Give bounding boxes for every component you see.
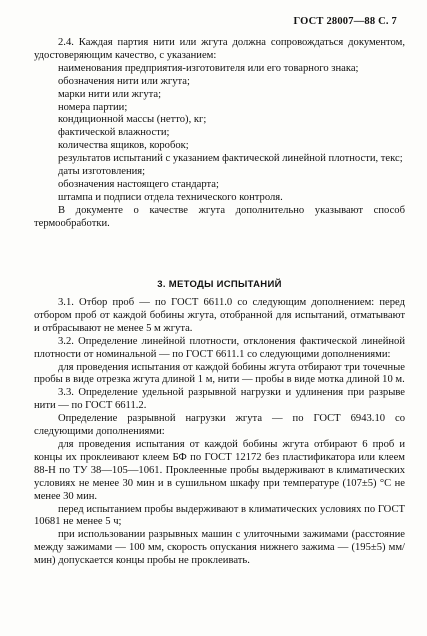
paragraph-breaking-load: Определение разрывной нагрузки жгута — по ГОСТ 6943.10 со следующими дополнениями: (34, 413, 405, 438)
list-item: даты изготовления; (58, 166, 146, 178)
list-item: количества ящиков, коробок; (58, 140, 189, 152)
list-item: результатов испытаний с указанием фактической линейной плотности, текс; (58, 153, 403, 165)
paragraph-document-quality: В документе о качестве жгута дополнительно указывают способ термообработки. (34, 204, 405, 229)
list-item: кондиционной массы (нетто), кг; (58, 114, 207, 126)
section-3 (34, 297, 405, 568)
paragraph-specimens: для проведения испытания от каждой бобины жгута отбирают 6 проб и концы их проклеивают клеем БФ по ГОСТ 12172 без пластификатора или клеем 88-Н по ТУ 38—105—1061. Проклеенные пробы выдерживают в климатических условиях не менее 30 мин и в сушильном шкафу при температуре (107±5) °С не менее 30 мин. (34, 438, 405, 502)
paragraph-clamps: при использовании разрывных машин с улиточными зажимами (расстояние между зажимами — 100 мм, скорость опускания нижнего зажима — (195±5) мм/мин) допускается концы пробы не проклеивать. (34, 529, 405, 567)
paragraph-3-1: 3.1. Отбор проб — по ГОСТ 6611.0 со следующим дополнением: перед отбором проб от каждой бобины жгута, отобранной для испытаний, отматывают и отбрасывают не менее 5 м жгута. (34, 297, 405, 334)
list-item: наименования предприятия-изготовителя или его товарного знака; (58, 62, 359, 74)
list-item: фактической влажности; (58, 127, 170, 139)
section-2-4 (34, 37, 405, 231)
paragraph-3-2-detail: для проведения испытания от каждой бобины жгута отбирают три точечные пробы в виде отрезка жгута длиной 1 м, нити — пробы в виде мотка длиной 10 м. (34, 361, 405, 386)
list-item: номера партии; (58, 101, 128, 113)
section-title: 3. МЕТОДЫ ИСПЫТАНИЙ (157, 279, 282, 290)
list-item: обозначения нити или жгута; (58, 75, 190, 87)
paragraph-3-2: 3.2. Определение линейной плотности, отклонения фактической линейной плотности от номинальной — по ГОСТ 6611.1 со следующими дополнениями: (34, 335, 405, 360)
paragraph-2-4: 2.4. Каждая партия нити или жгута должна сопровождаться документом, удостоверяющим качество, с указанием: (34, 37, 405, 61)
paragraph-conditioning: перед испытанием пробы выдерживают в климатических условиях по ГОСТ 10681 не менее 5 ч; (34, 503, 405, 528)
list-item: марки нити или жгута; (58, 88, 162, 100)
paragraph-3-3: 3.3. Определение удельной разрывной нагрузки и удлинения при разрыве нити — по ГОСТ 6611.2. (34, 387, 405, 412)
list-item: обозначения настоящего стандарта; (58, 178, 219, 190)
page-header: ГОСТ 28007—88 С. 7 (293, 16, 397, 27)
list-item: штампа и подписи отдела технического контроля. (58, 191, 283, 203)
